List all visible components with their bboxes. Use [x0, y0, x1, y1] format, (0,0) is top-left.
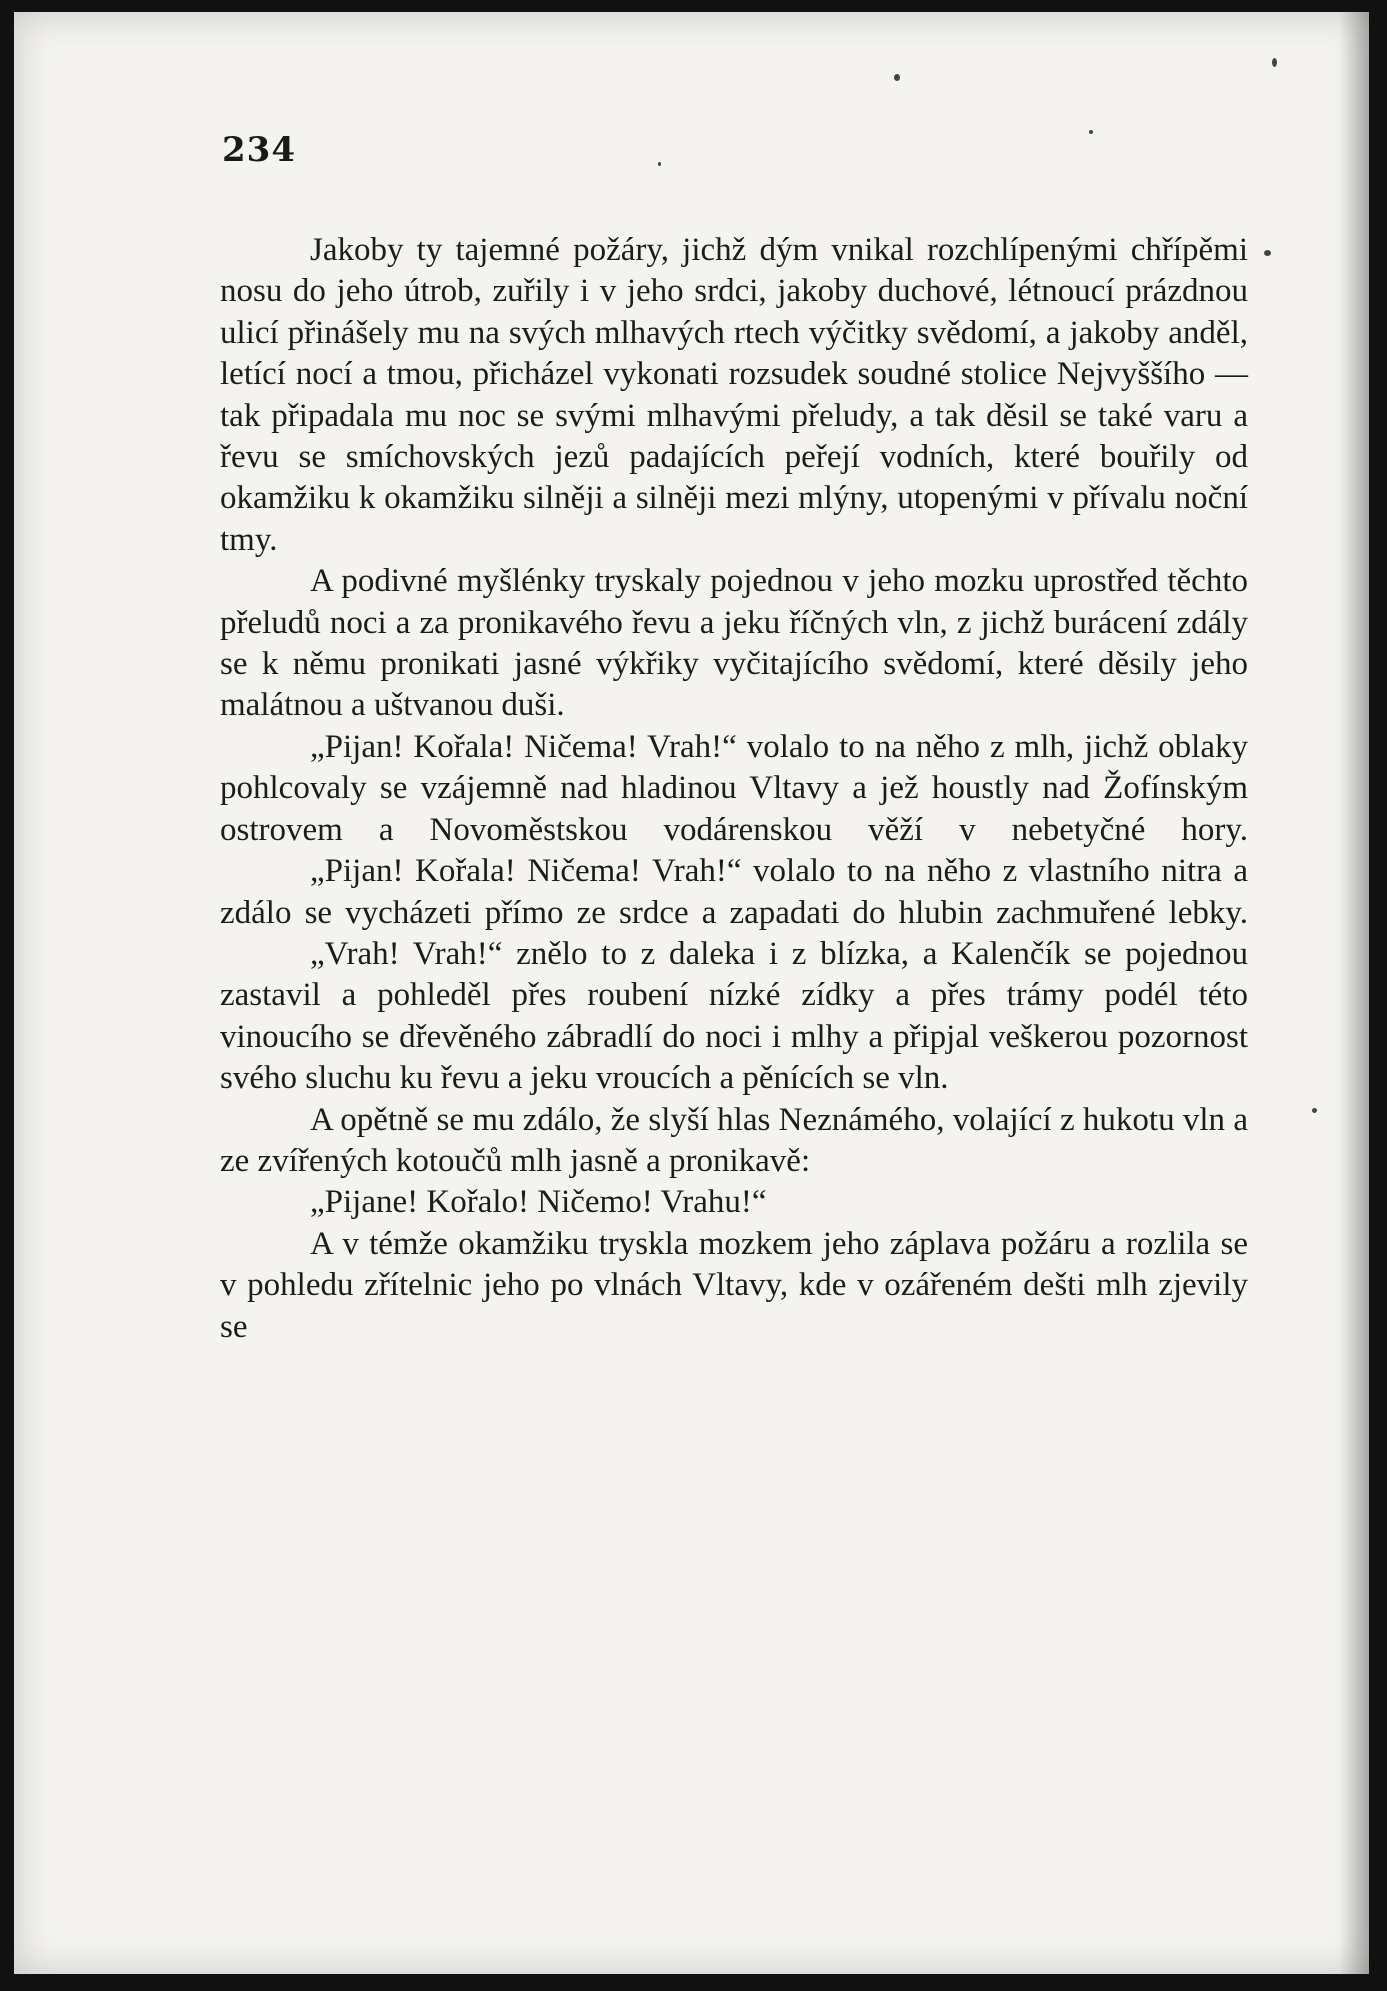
paragraph-6: A opětně se mu zdálo, že slyší hlas Neznámého, volající z hukotu vln a ze zvířených kotoučů mlh jasně a pronikavě:	[220, 1101, 1248, 1179]
book-page	[14, 12, 1369, 1974]
paragraph-4: „Pijan! Kořala! Ničema! Vrah!“ volalo to na něho z vlastního nitra a zdálo se vycházeti přímo ze srdce a zapadati do hlubin zachmuřené lebky.	[220, 853, 1248, 931]
paragraph-5: „Vrah! Vrah!“ znělo to z daleka i z blízka, a Kalenčík se pojednou zastavil a pohleděl přes roubení nízké zídky a přes trámy podél této vinoucího se dřevěného zábradlí do noci i mlhy a připjal veškerou pozornost svého sluchu ku řevu a jeku vroucích a pěnících se vln.	[220, 935, 1248, 1097]
paragraph-8: A v témže okamžiku tryskla mozkem jeho záplava požáru a rozlila se v pohledu zřítelnic jeho po vlnách Vltavy, kde v ozářeném dešti mlh zjevily se	[220, 1225, 1248, 1345]
page-number: 234	[222, 130, 296, 170]
paragraph-1: Jakoby ty tajemné požáry, jichž dým vnikal rozchlípenými chřípěmi nosu do jeho útrob, zuřily i v jeho srdci, jakoby duchové, létnoucí prázdnou ulicí přinášely mu na svých mlhavých rtech výčitky svědomí, a jakoby anděl, letící nocí a tmou, přicházel vykonati rozsudek soudné stolice Nejvyššího — tak připadala mu noc se svými mlhavými přeludy, a tak děsil se také varu a řevu se smíchovských jezů padajících peřejí vodních, které bouřily od okamžiku k okamžiku silněji a silněji mezi mlýny, utopenými v přívalu noční tmy.	[220, 232, 1248, 558]
paragraph-3: „Pijan! Kořala! Ničema! Vrah!“ volalo to na něho z mlh, jichž oblaky pohlcovaly se vzájemně nad hladinou Vltavy a jež houstly nad Žofínským ostrovem a Novoměstskou vodárenskou věží v nebetyčné hory.	[220, 728, 1248, 848]
body-text	[220, 230, 1248, 1348]
paragraph-2: A podivné myšlénky tryskaly pojednou v jeho mozku uprostřed těchto přeludů noci a za pronikavého řevu a jeku říčných vln, z jichž burácení zdály se k němu pronikati jasné výkřiky vyčitajícího svědomí, které děsily jeho malátnou a uštvanou duši.	[220, 563, 1248, 724]
page-edge-shadow	[1339, 12, 1369, 1974]
paragraph-7: „Pijane! Kořalo! Ničemo! Vrahu!“	[310, 1184, 767, 1221]
